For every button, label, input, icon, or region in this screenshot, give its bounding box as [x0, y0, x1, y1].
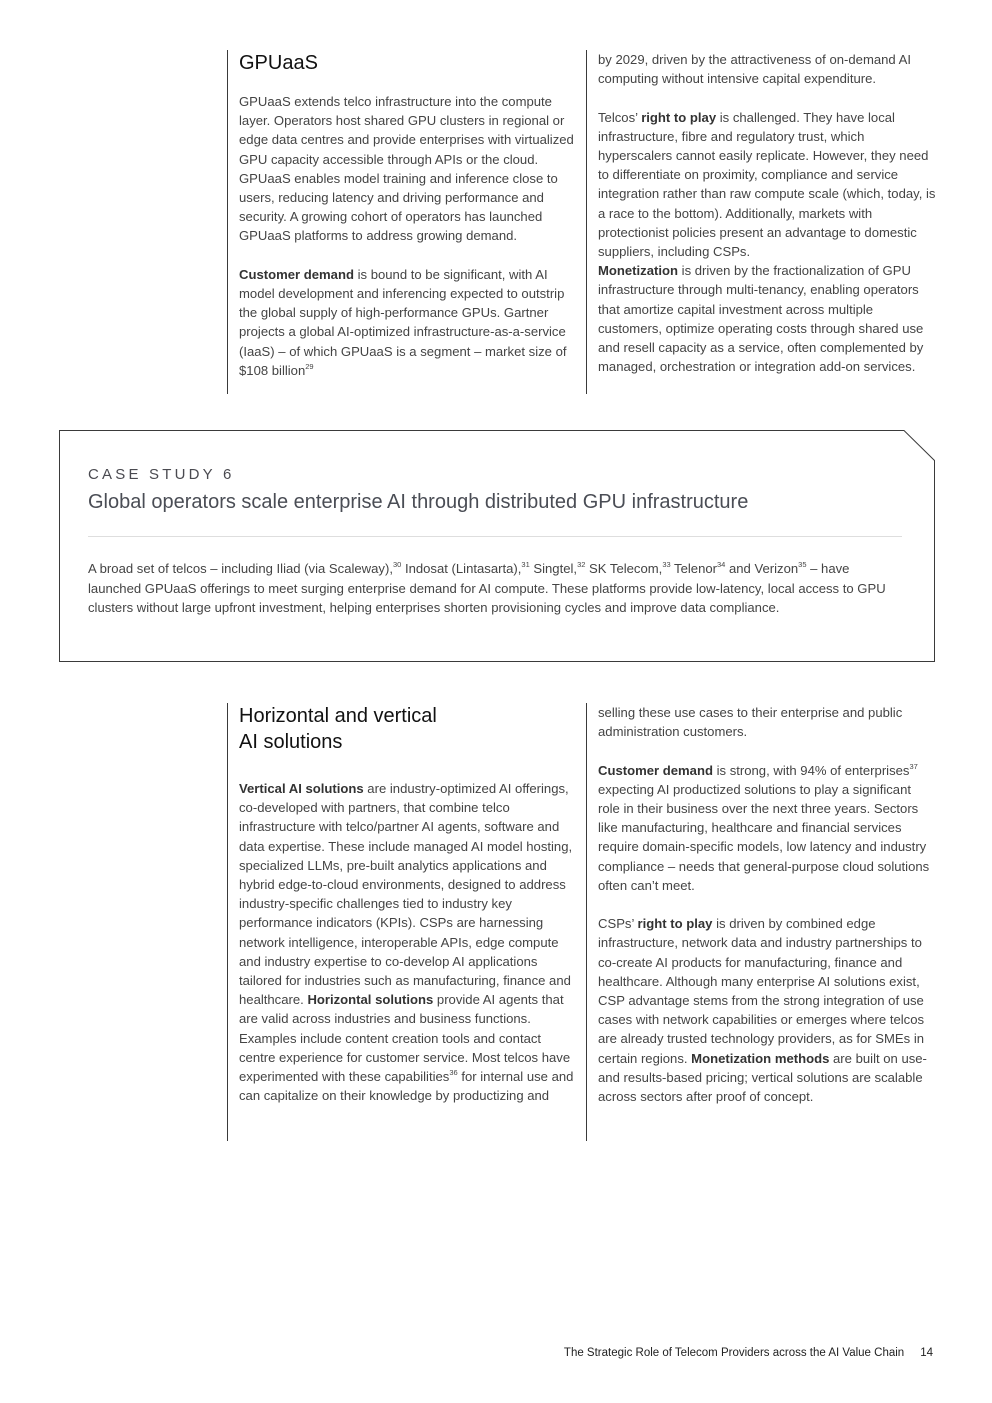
case-study-separator: [88, 536, 902, 537]
footnote-34[interactable]: 34: [717, 560, 726, 569]
gpuaas-left-column: [227, 50, 579, 394]
ai-customer-demand-paragraph: Customer demand is strong, with 94% of enterprises$^{37}$ expecting AI productized solutions to play a significant role in their business over the next three years. Sectors like manufacturing, healthcare and financial services require domain-specific models, low latency and industry compliance – needs that general-purpose cloud solutions often can’t meet.: [598, 761, 930, 893]
page-footer: [564, 1347, 933, 1359]
vertical-ai-lead: Vertical AI solutions: [239, 781, 364, 796]
gpuaas-intro-paragraph: GPUaaS extends telco infrastructure into the compute layer. Operators host shared GPU clusters in regional or edge data centres and provide enterprises with virtualized GPU capacity accessible through APIs or the cloud. GPUaaS enables model training and inference close to users, reducing latency and driving performance and security. A growing cohort of operators has launched GPUaaS platforms to address growing demand.: [239, 94, 574, 244]
monetization-methods-lead: Monetization methods: [691, 1050, 830, 1066]
footnote-37[interactable]: 37: [909, 761, 918, 771]
footnote-29[interactable]: 29: [305, 361, 314, 371]
ai-solutions-heading: Horizontal and vertical AI solutions: [239, 705, 437, 753]
footnote-32[interactable]: 32: [577, 560, 586, 569]
vertical-horizontal-paragraph: Vertical AI solutions are industry-optimized AI offerings, co-developed with partners, that combine telco infrastructure with telco/partner AI agents, software and data expertise. These include managed AI model hosting, specialized LLMs, pre-built analytics applications and hybrid edge-to-cloud environments, designed to address industry-specific challenges tied to industry key performance indicators (KPIs). CSPs are harnessing network intelligence, interoperable APIs, edge compute and industry expertise to co-develop AI applications tailored for industries such as manufacturing, finance and healthcare. Horizontal solutions provide AI agents that are valid across industries and business functions. Examples include content creation tools and contact centre experience for customer service. Most telcos have experimented with these capabilities$^{36}$ for internal use and can capitalize on their knowledge by productizing and: [239, 781, 574, 1104]
monetization-lead: Monetization: [598, 263, 679, 279]
footnote-33[interactable]: 33: [662, 560, 671, 569]
gpuaas-customer-demand-paragraph: Customer demand is bound to be significant, with AI model development and inferencing expected to outstrip the global supply of high-performance GPUs. Gartner projects a global AI-optimized infrastructure-as-a-service (IaaS) – of which GPUaaS is a segment – market size of $108 billion$^{29}$: [239, 266, 567, 378]
ai-right-to-play-paragraph: CSPs’ right to play is driven by combined edge infrastructure, network data and industry partnerships to co-create AI products for manufacturing, finance and healthcare. Although many enterprise AI solutions exist, CSP advantage stems from the strong integration of use cases with network capabilities or emerges where telcos are already trusted technology providers, as for SMEs in certain regions. Monetization methods are built on use- and results-based pricing; vertical solutions are scalable across sectors after proof of concept.: [598, 916, 927, 1105]
gpuaas-right-column: [586, 50, 936, 394]
page-number: 14: [920, 1347, 933, 1359]
case-study-body: A broad set of telcos – including Iliad (via Scaleway),$^{30}$ Indosat (Lintasarta),$^{31}$ Singtel,$^{32}$ SK Telecom,$^{33}$ Telenor$^{34}$ and Verizon$^{35}$ – have launched GPUaaS offerings to meet surging enterprise demand for AI compute. These platforms provide low-latency, local access to GPU clusters without large upfront investment, helping enterprises shorten provisioning cycles and improve data compliance.: [88, 560, 886, 615]
horizontal-continued: selling these use cases to their enterprise and public administration customers.: [598, 705, 903, 740]
gpuaas-monetization-paragraph: Monetization is driven by the fractionalization of GPU infrastructure through multi-tenancy, enabling operators that amortize capital investment across multiple customers, optimize operating costs through shared use and resell capacity as a service, often complemented by managed, orchestration or integration add-on services.: [598, 263, 924, 375]
case-study-title: Global operators scale enterprise AI through distributed GPU infrastructure: [88, 491, 749, 513]
case-study-label: CASE STUDY 6: [88, 466, 235, 483]
document-title: The Strategic Role of Telecom Providers across the AI Value Chain: [563, 1347, 905, 1359]
footnote-35[interactable]: 35: [798, 560, 807, 569]
footnote-36[interactable]: 36: [449, 1068, 458, 1078]
case-study-box: [59, 430, 935, 662]
ai-solutions-left-column: [227, 703, 579, 1141]
horizontal-solutions-lead: Horizontal solutions: [307, 992, 434, 1008]
gpuaas-customer-demand-continued: by 2029, driven by the attractiveness of on-demand AI computing without intensive capital expenditure.: [598, 52, 911, 87]
customer-demand-lead: Customer demand: [598, 762, 713, 778]
gpuaas-heading: GPUaaS: [239, 52, 318, 74]
customer-demand-lead: Customer demand: [239, 266, 354, 282]
footnote-31[interactable]: 31: [521, 560, 530, 569]
footnote-30[interactable]: 30: [392, 560, 402, 569]
right-to-play-lead: right to play: [641, 109, 717, 125]
case-study-frame: [59, 430, 935, 662]
ai-solutions-right-column: [586, 703, 936, 1141]
right-to-play-lead: right to play: [637, 916, 713, 932]
gpuaas-right-to-play-paragraph: Telcos’ right to play is challenged. They have local infrastructure, fibre and regulatory trust, which hyperscalers cannot easily replicate. However, they need to differentiate on proximity, compliance and service integration rather than raw compute scale (which, today, is a race to the bottom). Additionally, markets with protectionist policies present an advantage to domestic suppliers, including CSPs.: [598, 109, 936, 260]
